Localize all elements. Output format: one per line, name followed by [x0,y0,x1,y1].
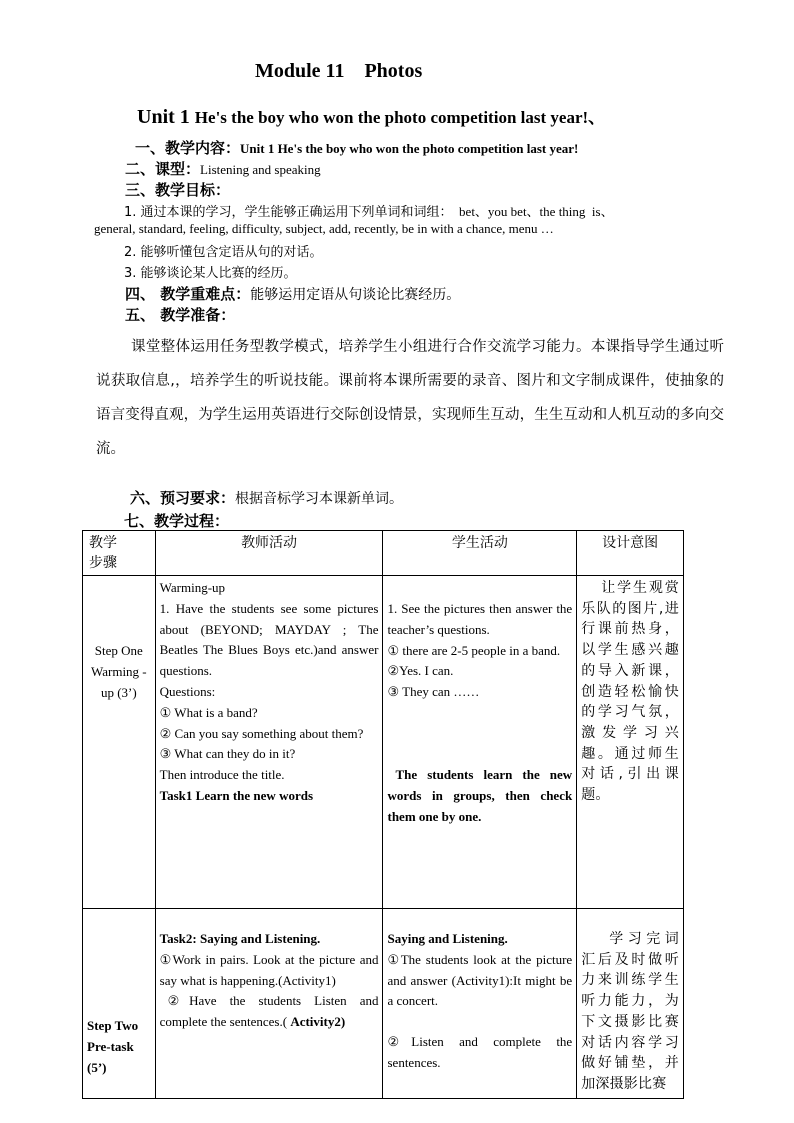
answer-item: ③ They can …… [387,684,480,700]
section-2-label: 二、课型： [125,160,201,178]
teacher-line [160,991,379,1033]
goal-1-words: bet、you bet、the thing is、 [452,204,614,219]
header-teacher: 教师活动 [155,531,383,576]
answer-item: ②Yes. I can. [387,663,454,679]
preparation-paragraph: 课堂整体运用任务型教学模式，培养学生小组进行合作交流学习能力。本课指导学生通过听说获取信息,，培养学生的听说技能。课前将本课所需要的录音、图片和文字制成课件，使抽象的语言变得直观，为学生运用英语进行交际创设情景，实现师生互动，生生互动和人机互动的多向交流。 [96,339,724,457]
header-step: 教学 步骤 [83,531,156,576]
goal-1-cn: 1. 通过本课的学习，学生能够正确运用下列单词和词组： [124,205,453,220]
section-6-text: 根据音标学习本课新单词。 [235,491,404,507]
teacher-line: Then introduce the title. [159,767,285,783]
section-preview [130,487,403,508]
student-task: The students learn the new words in groups, then check them one by one. [387,766,573,824]
teacher-line: Warming-up [159,580,226,595]
table-row [83,909,684,1099]
header-student: 学生活动 [383,531,577,576]
goal-1 [124,201,614,220]
header-intent: 设计意图 [577,531,684,576]
section-3-label: 三、教学目标： [125,181,231,199]
section-4-text: 能够运用定语从句谈论比赛经历。 [250,287,461,303]
task-heading: Task1 Learn the new words [159,787,314,803]
activity-ref: Activity2) [290,1014,346,1030]
student-activity-cell [383,576,577,909]
student-task: Saying and Listening. [387,931,508,946]
section-7-label: 七、教学过程： [124,512,230,530]
goal-2: 2. 能够听懂包含定语从句的对话。 [124,245,323,260]
teaching-process-table [82,530,684,1099]
goal-3: 3. 能够谈论某人比赛的经历。 [124,266,297,281]
table-row [83,576,684,909]
task-heading: Task2: Saying and Listening. [159,931,321,946]
teacher-activity-cell [155,576,383,909]
section-1-label: 一、教学内容： [135,139,241,157]
goal-1-words-cont: general, standard, feeling, difficulty, subject, add, recently, be in with a chance, menu … [94,221,554,236]
teacher-line: 1. Have the students see some pictures about (BEYOND; MAYDAY ; The Beatles The Blues Boys etc.)and answer questions. [159,600,379,679]
answer-item: ① there are 2-5 people in a band. [387,642,561,658]
section-2-text: Listening and speaking [200,162,321,177]
section-5-label: 五、 教学准备： [125,306,236,324]
step-cell: Step One Warming -up (3’) [83,576,156,909]
design-intent-cell: 学习完词汇后及时做听力来训练学生听力能力，为下文摄影比赛对话内容学习做好铺垫，并加深摄影比赛 [577,909,684,1099]
teacher-line: ①Work in pairs. Look at the picture and say what is happening.(Activity1) [159,951,379,988]
step-cell: Step Two Pre-task (5’) [83,909,156,1099]
module-title: Module 11 Photos [255,60,423,82]
section-key-points [125,283,460,304]
unit-title-text: He's the boy who won the photo competition last year!、 [194,108,606,127]
student-line: ②Listen and complete the sentences. [387,1034,573,1070]
section-6-label: 六、预习要求： [130,489,236,507]
student-line: 1. See the pictures then answer the teacher’s questions. [387,601,573,637]
teacher-activity-cell [155,909,383,1099]
section-4-label: 四、 教学重难点： [125,285,251,303]
question-item: ② Can you say something about them? [159,725,364,741]
design-intent-cell: 让学生观赏乐队的图片,进行课前热身，以学生感兴趣的导入新课，创造轻松愉快的学习气氛，激发学习兴趣。通过师生对话,引出课题。 [577,576,684,909]
question-item: ③ What can they do in it? [159,746,296,762]
question-item: ① What is a band? [159,704,258,720]
section-lesson-type [125,158,321,179]
section-content [135,137,578,158]
student-line: ①The students look at the picture and answer (Activity1):It might be a concert. [387,951,573,1009]
teacher-line-text: ②Have the students Listen and complete the sentences.( [159,993,379,1030]
unit-title-prefix: Unit 1 [137,106,195,128]
section-1-text: Unit 1 He's the boy who won the photo competition last year! [240,141,579,156]
table-header-row [83,531,684,576]
teacher-line: Questions: [159,683,216,699]
unit-title [137,103,605,129]
student-activity-cell [383,909,577,1099]
